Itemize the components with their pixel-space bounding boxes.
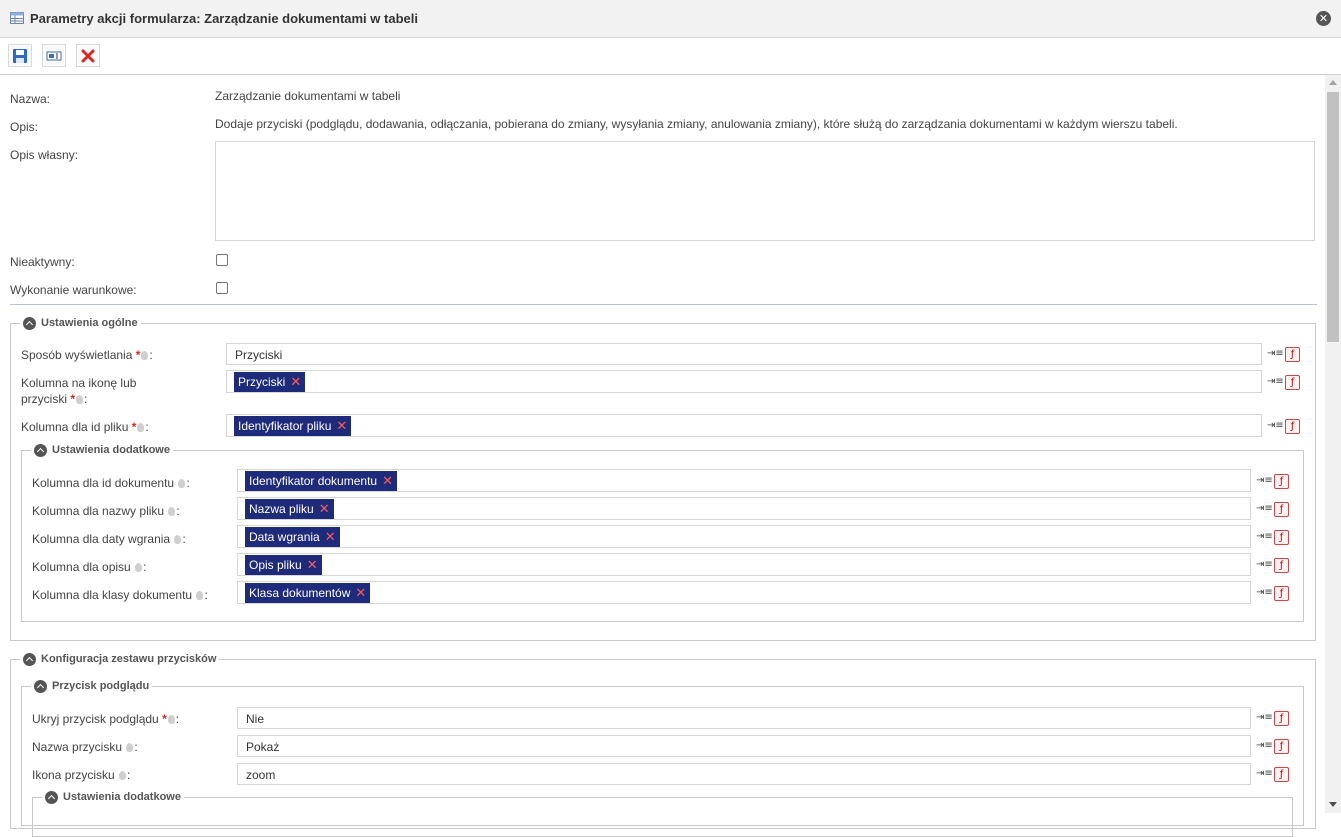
pdf-icon[interactable]: ƒ <box>1274 586 1289 601</box>
conditional-label: Wykonanie warunkowe: <box>10 283 137 297</box>
own-description-textarea[interactable] <box>215 141 1315 241</box>
field-actions <box>1256 711 1289 726</box>
list-select-icon[interactable]: ⇥≡ <box>1267 420 1284 431</box>
general-settings-legend[interactable]: Ustawienia ogólne <box>20 316 141 330</box>
textfield-icon <box>46 50 62 62</box>
hint-bulb-icon <box>174 535 181 544</box>
pdf-icon[interactable]: ƒ <box>1274 767 1289 782</box>
column-chip: Klasa dokumentów ✕ <box>245 583 370 603</box>
hint-bulb-icon <box>126 743 133 752</box>
list-select-icon[interactable]: ⇥≡ <box>1256 740 1273 751</box>
save-button[interactable] <box>8 44 32 67</box>
file-id-column-field[interactable] <box>226 414 1262 437</box>
column-chip: Opis pliku ✕ <box>245 555 322 575</box>
inactive-label: Nieaktywny: <box>10 255 75 269</box>
field-actions <box>1256 767 1289 782</box>
hint-bulb-icon <box>141 351 148 360</box>
field-actions <box>1256 502 1289 517</box>
name-value: Zarządzanie dokumentami w tabeli <box>215 89 401 103</box>
remove-chip-icon[interactable]: ✕ <box>324 529 336 545</box>
hide-preview-label: Ukryj przycisk podglądu * : <box>32 712 180 726</box>
collapse-icon[interactable] <box>23 653 36 666</box>
display-mode-field[interactable]: Przyciski <box>226 343 1262 365</box>
list-select-icon[interactable]: ⇥≡ <box>1256 768 1273 779</box>
scroll-thumb[interactable] <box>1327 92 1339 342</box>
remove-chip-icon[interactable]: ✕ <box>355 585 367 601</box>
scroll-up-icon[interactable] <box>1329 80 1337 85</box>
separator <box>10 304 1317 305</box>
field-actions <box>1256 530 1289 545</box>
preview-extra-settings-legend[interactable]: Ustawienia dodatkowe <box>42 790 184 804</box>
button-icon-label: Ikona przycisku : <box>32 768 131 782</box>
conditional-checkbox[interactable] <box>216 282 228 294</box>
remove-chip-icon[interactable]: ✕ <box>290 374 302 390</box>
dialog-title: Parametry akcji formularza: Zarządzanie dokumentami w tabeli <box>30 11 418 26</box>
collapse-icon[interactable] <box>23 317 36 330</box>
icon-column-label-line2: przyciski * : <box>21 392 88 406</box>
remove-chip-icon[interactable]: ✕ <box>336 418 348 434</box>
pdf-icon[interactable]: ƒ <box>1285 347 1300 362</box>
list-select-icon[interactable]: ⇥≡ <box>1256 712 1273 723</box>
display-mode-label: Sposób wyświetlania * : <box>21 348 153 362</box>
remove-chip-icon[interactable]: ✕ <box>306 557 318 573</box>
hint-bulb-icon <box>168 507 175 516</box>
pdf-icon[interactable]: ƒ <box>1274 711 1289 726</box>
inactive-checkbox[interactable] <box>216 254 228 266</box>
list-select-icon[interactable]: ⇥≡ <box>1267 348 1284 359</box>
list-select-icon[interactable]: ⇥≡ <box>1256 503 1273 514</box>
description-column-label: Kolumna dla opisu : <box>32 560 147 574</box>
hint-bulb-icon <box>135 563 142 572</box>
column-chip: Identyfikator pliku ✕ <box>234 416 351 436</box>
hint-bulb-icon <box>119 771 126 780</box>
field-actions <box>1256 586 1289 601</box>
document-class-column-label: Kolumna dla klasy dokumentu : <box>32 588 208 602</box>
vertical-scrollbar[interactable] <box>1325 75 1341 813</box>
column-chip: Przyciski ✕ <box>234 372 305 392</box>
list-select-icon[interactable]: ⇥≡ <box>1256 587 1273 598</box>
preview-button-legend[interactable]: Przycisk podglądu <box>31 679 152 693</box>
pdf-icon[interactable]: ƒ <box>1285 419 1300 434</box>
button-name-field[interactable]: Pokaż <box>237 735 1251 757</box>
column-chip: Nazwa pliku ✕ <box>245 499 334 519</box>
collapse-icon[interactable] <box>45 791 58 804</box>
field-actions <box>1267 347 1300 362</box>
pdf-icon[interactable]: ƒ <box>1285 375 1300 390</box>
collapse-icon[interactable] <box>34 444 47 457</box>
button-icon-field[interactable]: zoom <box>237 763 1251 785</box>
upload-date-column-field[interactable] <box>237 525 1251 548</box>
pdf-icon[interactable]: ƒ <box>1274 474 1289 489</box>
floppy-disk-icon <box>12 48 28 64</box>
upload-date-column-label: Kolumna dla daty wgrania : <box>32 532 186 546</box>
pdf-icon[interactable]: ƒ <box>1274 739 1289 754</box>
red-x-icon <box>81 49 95 63</box>
list-select-icon[interactable]: ⇥≡ <box>1256 559 1273 570</box>
description-column-field[interactable] <box>237 553 1251 576</box>
pdf-icon[interactable]: ƒ <box>1274 502 1289 517</box>
list-select-icon[interactable]: ⇥≡ <box>1256 531 1273 542</box>
file-id-column-label: Kolumna dla id pliku * : <box>21 420 149 434</box>
list-select-icon[interactable]: ⇥≡ <box>1267 376 1284 387</box>
remove-chip-icon[interactable]: ✕ <box>318 501 330 517</box>
field-actions <box>1267 375 1300 390</box>
buttons-config-legend[interactable]: Konfiguracja zestawu przycisków <box>20 652 219 666</box>
description-label: Opis: <box>10 120 39 134</box>
hint-bulb-icon <box>137 423 144 432</box>
delete-button[interactable] <box>76 44 100 67</box>
field-actions <box>1256 558 1289 573</box>
scroll-down-icon[interactable] <box>1329 802 1337 807</box>
hide-preview-field[interactable]: Nie <box>237 707 1251 729</box>
preview-extra-settings-section <box>32 797 1293 837</box>
icon-column-label-line1: Kolumna na ikonę lub <box>21 376 137 390</box>
document-class-column-field[interactable] <box>237 581 1251 604</box>
pdf-icon[interactable]: ƒ <box>1274 530 1289 545</box>
icon-column-field[interactable] <box>226 370 1262 393</box>
document-id-column-label: Kolumna dla id dokumentu : <box>32 476 190 490</box>
document-id-column-field[interactable] <box>237 469 1251 492</box>
own-description-label: Opis własny: <box>10 148 79 162</box>
file-name-column-field[interactable] <box>237 497 1251 520</box>
field-actions <box>1256 739 1289 754</box>
list-select-icon[interactable]: ⇥≡ <box>1256 475 1273 486</box>
hint-bulb-icon <box>168 715 175 724</box>
button-name-label: Nazwa przycisku : <box>32 740 138 754</box>
file-name-column-label: Kolumna dla nazwy pliku : <box>32 504 180 518</box>
extra-settings-legend[interactable]: Ustawienia dodatkowe <box>31 443 173 457</box>
collapse-icon[interactable] <box>34 680 47 693</box>
column-chip: Identyfikator dokumentu ✕ <box>245 471 397 491</box>
description-value: Dodaje przyciski (podglądu, dodawania, odłączania, pobierana do zmiany, wysyłania zmiany, anulowania zmiany), które służą do zarządzania dokumentami w każdym wierszu tabeli. <box>215 117 1178 131</box>
dialog-titlebar <box>0 0 1341 38</box>
input-field-button[interactable] <box>42 44 66 67</box>
hint-bulb-icon <box>178 479 185 488</box>
name-label: Nazwa: <box>10 92 51 106</box>
remove-chip-icon[interactable]: ✕ <box>382 473 393 489</box>
column-chip: Data wgrania ✕ <box>245 527 340 547</box>
pdf-icon[interactable]: ƒ <box>1274 558 1289 573</box>
hint-bulb-icon <box>196 591 203 600</box>
field-actions <box>1256 474 1289 489</box>
close-icon[interactable]: ✕ <box>1316 11 1331 26</box>
table-icon <box>10 12 24 27</box>
toolbar <box>0 38 1341 75</box>
hint-bulb-icon <box>76 395 83 404</box>
field-actions <box>1267 419 1300 434</box>
